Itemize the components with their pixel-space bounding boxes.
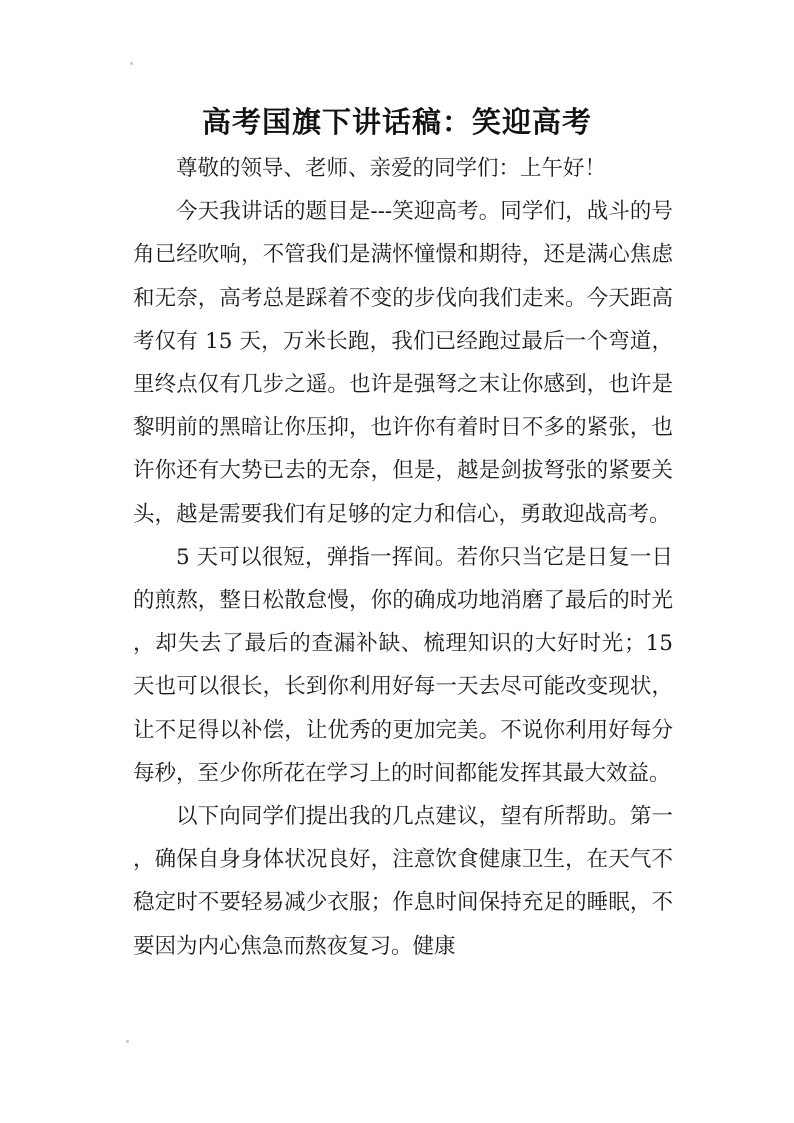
scan-speck — [130, 62, 133, 65]
paragraph-topic: 今天我讲话的题目是---笑迎高考。同学们，战斗的号角已经吹响，不管我们是满怀憧憬和期待，还是满心焦虑和无奈，高考总是踩着不变的步伐向我们走来。今天距高考仅有 15 天，万米长跑，我们已经跑过最后一个弯道，里终点仅有几步之遥。也许是强弩之末让你感到，也许是黎明前的黑暗让你压抑，也许你有着时日不多的紧张，也许你还有大势已去的无奈，但是，越是剑拔弩张的紧要关头，越是需要我们有足够的定力和信心，勇敢迎战高考。 — [133, 199, 673, 527]
paragraph-time: 5 天可以很短，弹指一挥间。若你只当它是日复一日的煎熬，整日松散怠慢，你的确成功地消磨了最后的时光，却失去了最后的查漏补缺、梳理知识的大好时光；15 天也可以很长，长到你利用好每一天去尽可能改变现状，让不足得以补偿，让优秀的更加完美。不说你利用好每分每秒，至少你所花在学习上的时间都能发挥其最大效益。 — [133, 544, 673, 786]
document-body — [133, 147, 673, 968]
scan-speck — [126, 1040, 129, 1043]
document-title: 高考国旗下讲话稿：笑迎高考 — [201, 105, 592, 139]
paragraph-greeting: 尊敬的领导、老师、亲爱的同学们：上午好！ — [176, 156, 607, 181]
paragraph-suggestions: 以下向同学们提出我的几点建议，望有所帮助。第一，确保自身身体状况良好，注意饮食健康卫生，在天气不稳定时不要轻易减少衣服；作息时间保持充足的睡眠，不要因为内心焦急而熬夜复习。健康 — [133, 804, 673, 959]
